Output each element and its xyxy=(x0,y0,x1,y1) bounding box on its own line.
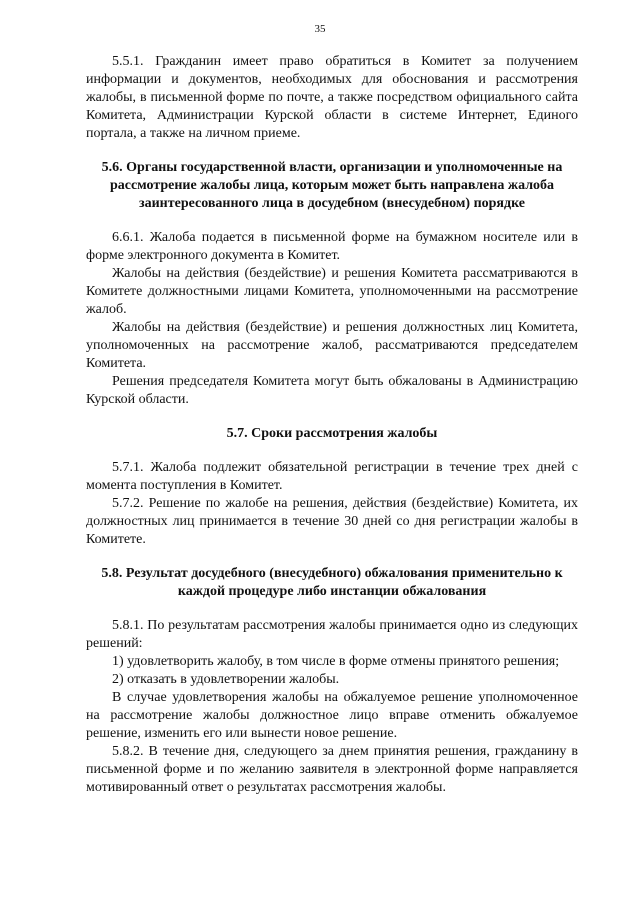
page-number: 35 xyxy=(314,23,326,35)
paragraph-5-8-1: 5.8.1. По результатам рассмотрения жалобы принимается одно из следующих решений: xyxy=(86,618,578,651)
paragraph-chairman-decisions: Решения председателя Комитета могут быть обжалованы в Администрацию Курской области. xyxy=(86,374,578,407)
paragraph-6-6-1: 6.6.1. Жалоба подается в письменной форме на бумажном носителе или в форме электронного документа в Комитет. xyxy=(86,230,578,263)
heading-5-7: 5.7. Сроки рассмотрения жалобы xyxy=(226,426,438,441)
paragraph-5-7-2: 5.7.2. Решение по жалобе на решения, действия (бездействие) Комитета, их должностных лиц принимается в течение 30 дней со дня регистрации жалобы в Комитете. xyxy=(86,496,578,547)
heading-5-6: 5.6. Органы государственной власти, организации и уполномоченные на рассмотрение жалобы лица, которым может быть направлена жалоба заинтересованного лица в досудебном (внесудебном) порядке xyxy=(101,160,563,211)
document-body xyxy=(86,53,578,797)
paragraph-5-7-1: 5.7.1. Жалоба подлежит обязательной регистрации в течение трех дней с момента поступления в Комитет. xyxy=(86,460,578,493)
heading-5-8: 5.8. Результат досудебного (внесудебного) обжалования применительно к каждой процедуре либо инстанции обжалования xyxy=(101,566,563,599)
paragraph-satisfaction: В случае удовлетворения жалобы на обжалуемое решение уполномоченное на рассмотрение жалобы должностное лицо вправе отменить обжалуемое решение, изменить его или вынести новое решение. xyxy=(86,690,578,741)
list-item-1: 1) удовлетворить жалобу, в том числе в форме отмены принятого решения; xyxy=(112,654,560,669)
paragraph-5-8-2: 5.8.2. В течение дня, следующего за днем принятия решения, гражданину в письменной форме и по желанию заявителя в электронной форме направляется мотивированный ответ о результатах рассмотрения жалобы. xyxy=(86,744,578,795)
paragraph-complaints-committee: Жалобы на действия (бездействие) и решения Комитета рассматриваются в Комитете должностными лицами Комитета, уполномоченными на рассмотрение жалоб. xyxy=(86,266,578,317)
list-item-2: 2) отказать в удовлетворении жалобы. xyxy=(112,672,340,687)
paragraph-5-5-1: 5.5.1. Гражданин имеет право обратиться в Комитет за получением информации и документов, необходимых для обоснования и рассмотрения жалобы, в письменной форме по почте, а также посредством официального сайта Комитета, Администрации Курской области в системе Интернет, Единого портала, а также на личном приеме. xyxy=(86,54,578,141)
paragraph-complaints-officials: Жалобы на действия (бездействие) и решения должностных лиц Комитета, уполномоченных на рассмотрение жалоб, рассматриваются председателем Комитета. xyxy=(86,320,578,371)
